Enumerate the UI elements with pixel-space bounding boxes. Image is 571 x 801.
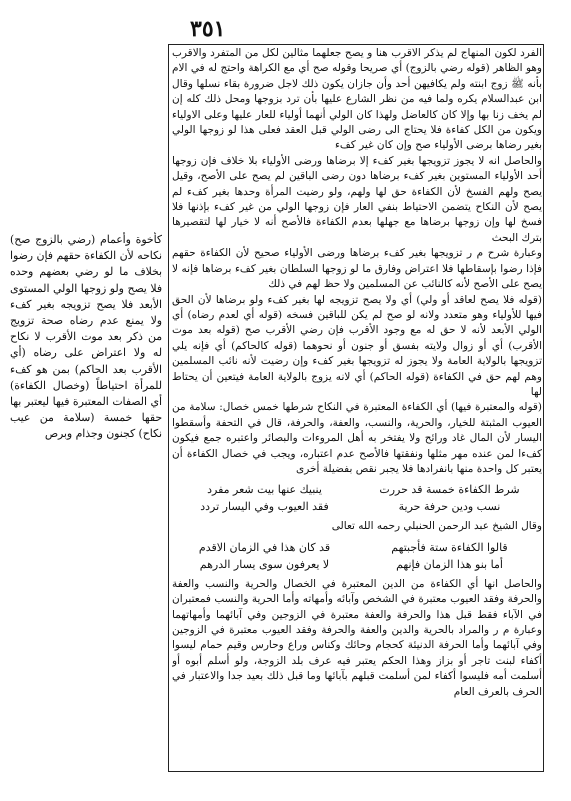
verse-line (172, 481, 542, 498)
verse-hemistich: قالوا الكفاءة ستة فأجبتهم (391, 540, 508, 554)
margin-base-text (10, 232, 162, 443)
margin-paragraph: كأخوة وأعمام (رضي بالزوج صح) نكاحه لأن الكفاءة حقهم فإن رضوا بخلاف ما لو رضي بعضهم وحده فلا يصح (10, 233, 162, 295)
margin-paragraph: ولو زوجها الولي المستوى الأبعد فلا يصح تزويجه بغير كفء ولا يمنع عدم رضاه صحة تزويج من ذكر بعد موت الأقرب لا نكاح له ولا اعتراض على رضاه (10, 281, 162, 360)
closing-paragraph: والحاصل انها أي الكفاءة من الدين المعتبرة في الخصال والحرية والنسب والعفة والحرفة وفقد العيوب معتبرة في الشخص وآبائه وأمهاته وأما الحرية والنسب فمعتبران في الآباء فقط قبل هذا والحرفة والعفة معتبرة في الزوجين وفي آبائهما وأمهاتهما وعبارة م ر والمراد بالحرية والدين والعفة والحرفة وفقد العيوب معتبرة في الزوجين وفي آبائهما وأما الحرفة الدنيئة كحجام وحائك وكناس وراع وحارس وقيم حمام ليسوا أكفاء لبنت تاجر أو بزاز وهذا الحكم يعتبر فيه عرف بلد الزوجة، ولو أسلم أبوه أو أسلمت أمه فليسوا أكفاء لمن أسلمت قبلهم بآبائها وما قبل ذلك بعيد جدا والاعتبار في الحرف بالعرف العام (172, 577, 542, 698)
verse-attribution: وقال الشيخ عبد الرحمن الحنبلي رحمه الله تعالى (331, 520, 542, 533)
main-paragraph: (قوله فلا يصح لعاقد أو ولي) أي ولا يصح تزويجه لها بغير كفء ولو برضاها لأن الحق فيها للأولياء وهو متعدد ولانه لو صح لم يكن للباقين فسخه (قوله أي لعدم رضاه) أي الولي الأبعد لأنه لا حق له مع وجود الأقرب فإن رضي الأقرب صح (قوله بعد موت الأقرب) أي أو زوال ولايته بفسق أو جنون أو نحوهما (قوله كالحاكم) أي فإنه يلي تزويجها بالولاية العامة ولا يجوز له تزويجها بغير كفء وإن رضيت لأنه نائب المسلمين وهم لهم حق في الكفاءة (قوله الحاكم) أي لانه يزوج بالولاية العامة فيتعين أن يحتاط لها (172, 293, 542, 398)
verse-hemistich: قد كان هذا في الزمان الاقدم (198, 540, 331, 554)
verse-hemistich: أما بنو هذا الزمان فإنهم (396, 557, 503, 571)
verse-block-2 (172, 539, 542, 573)
main-paragraph: الفرد لكون المنهاج لم يذكر الاقرب هنا و يصح جعلهما مثالين لكل من المتفرد والاقرب وهو الظاهر (قوله رضي بالزوج) أي صريحا وقوله صح أي مع الكراهة واحتج له في الام بأنه ﷺ زوج ابنته ولم يكافيهن أحد وأن جازان يكون ذلك لاجل ضرورة بقاء نسلها وقال ابن عبدالسلام يكره ولما فيه من نظر الشارع عليها بأن ترد بزوجها ومحل ذلك كله إن لم يخف زنا بها وإلا كان كالعاضل ولهذا كان الولي أنهما أولياء للعار عليها وعلى الاولياء ويكون من الكل كفاءة فلا يحتاج الى رضى الولي قبل العقد فعلى هذا لو زوجها الولي بغير رضاها برضى الأولياء صح وإن كان غير كفء (172, 47, 542, 152)
main-paragraph: والحاصل انه لا يجوز تزويجها بغير كفء إلا برضاها ورضى الأولياء بلا خلاف فإن زوجها أحد الأولياء المستوين بغير كفء برضاها دون رضى الباقين لم يصح على الأصح، وقيل يصح ولهم الفسخ لأن الكفاءة حق لها ولهم، ولو رضيت المرأة وحدها بغير كفء لم يصح لأن النكاح يتضمن الاحتياط بنفي العار فإن زوجها الولي من غير كفء بإذنها فلا فسخ لها وإن زوجها برضاها مع جهلها بعدم الكفاءة فالأصح أنه لا خيار لها لتقصيرها بترك البحث (172, 154, 542, 244)
main-paragraph: وعبارة شرح م ر تزويجها بغير كفء برضاها ورضى الأولياء صحيح لأن الكفاءة حقهم فإذا رضوا بإسقاطها فلا اعتراض وفارق ما لو زوجها السلطان بغير كفء برضاها فإنه لا يصح على الأصح لأنه كالنائب عن المسلمين ولا حظ لهم في ذلك (172, 247, 542, 291)
verse-line (172, 556, 542, 573)
verse-line (172, 539, 542, 556)
page-number: ٣٥١ (190, 16, 226, 42)
verse-hemistich: فقد العيوب وفي اليسار تردد (200, 500, 329, 514)
main-commentary-text (172, 46, 542, 766)
verse-hemistich: شرط الكفاءة خمسة قد حررت (379, 483, 520, 497)
main-paragraph: (قوله والمعتبرة فيها) أي الكفاءة المعتبرة في النكاح شرطها خمس خصال: سلامة من العيوب المثبتة للخيار، والحرية، والنسب، والعفة، والحرفة، قال في التحفة وأسقطوا اليسار لأن المال غاد ورائح ولا يفتخر به أهل المروءات والبصائر واعتبره جمع فيكون كفءا لمن عنده مهر مثلها ونفقتها فالأصح عدم اعتباره، ويجب في خصال الكفاءة أن يعتبر كل واحدة منها بانفرادها فلا يجبر نقص بفضيلة أخرى (172, 401, 542, 475)
verse-hemistich: ينبيك عنها بيت شعر مفرد (207, 483, 322, 497)
verse-hemistich: لا يعرفون سوى يسار الدرهم (199, 557, 330, 571)
verse-line (172, 498, 542, 515)
margin-paragraph: (أي الأقرب بعد الحاكم) بمن هو كفء للمرأة احتياطاً (10, 346, 162, 392)
margin-paragraph: (وخصال الكفاءة) أي الصفات المعتبرة فيها ليعتبر بها حقها خمسة (سلامة من عيب نكاح) كجنون وجذام وبرص (10, 378, 162, 441)
verse-block-1 (172, 481, 542, 515)
verse-hemistich: نسب ودين حرفة حرية (398, 500, 501, 514)
